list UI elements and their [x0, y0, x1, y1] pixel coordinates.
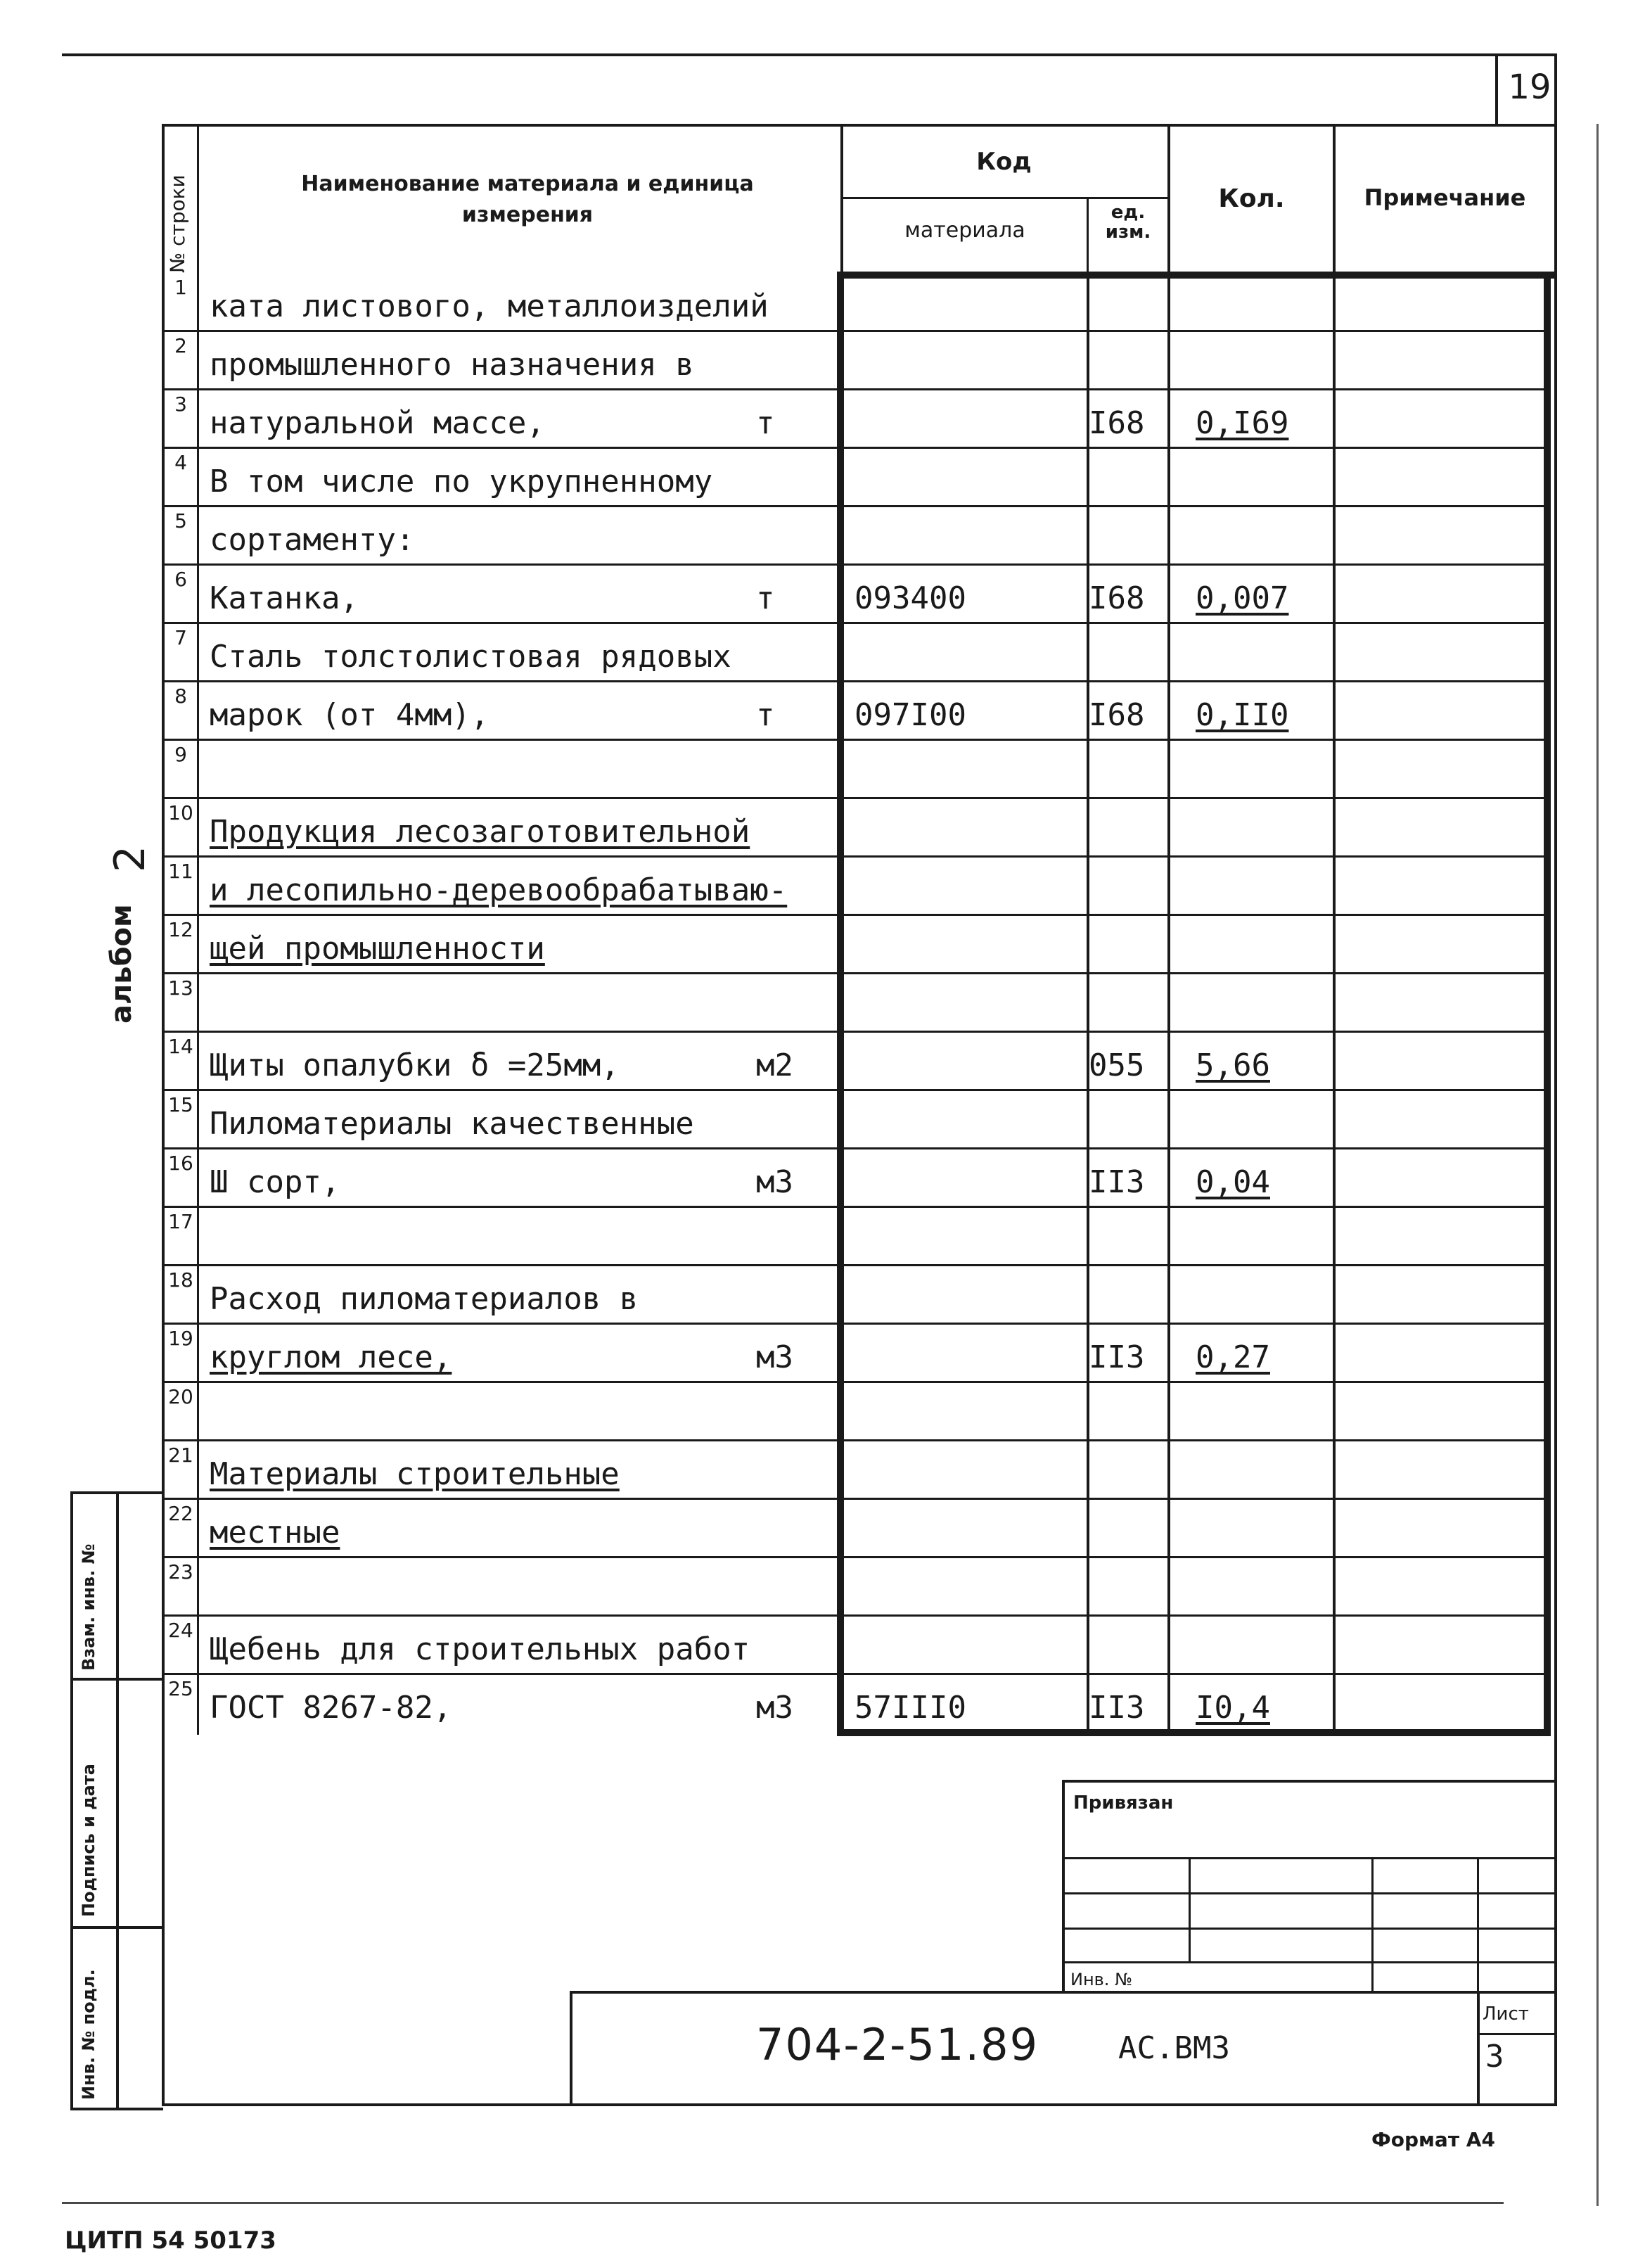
- material-name: В том числе по укрупненному: [210, 464, 713, 499]
- unit-label: [756, 797, 812, 855]
- material-code: [854, 1439, 1065, 1498]
- table-row: [0, 1206, 1645, 1264]
- row-number: 6: [174, 568, 187, 591]
- table-row: [0, 1031, 1645, 1089]
- material-name: [210, 1381, 843, 1439]
- material-name: сортаменту:: [210, 522, 415, 558]
- material-code: [854, 855, 1065, 914]
- stamp-vzam: Взам. инв. №: [79, 1543, 98, 1671]
- table-row: [0, 855, 1645, 914]
- unit-code: II3: [1089, 1164, 1145, 1200]
- unit-code: [1089, 914, 1156, 972]
- row-number: 3: [174, 393, 187, 416]
- table-row: [0, 1439, 1645, 1498]
- row-number: 9: [174, 743, 187, 766]
- row-number: 17: [168, 1210, 193, 1233]
- material-name: ката листового, металлоизделий: [210, 288, 769, 324]
- table-row: [0, 563, 1645, 622]
- quantity: [1196, 1381, 1322, 1439]
- row-number: 24: [168, 1619, 193, 1642]
- unit-label: [756, 1206, 812, 1264]
- header-name: Наименование материала и единица измерения: [301, 172, 754, 227]
- quantity: [1196, 972, 1322, 1031]
- material-code: [854, 739, 1065, 797]
- row-number: 4: [174, 451, 187, 474]
- unit-code: [1089, 447, 1156, 505]
- material-code: [854, 914, 1065, 972]
- unit-code: [1089, 1498, 1156, 1556]
- quantity: [1196, 330, 1322, 388]
- quantity: 0,04: [1196, 1164, 1270, 1200]
- album-number: 2: [105, 845, 155, 872]
- unit-code: 055: [1089, 1047, 1145, 1083]
- table-row: [0, 739, 1645, 797]
- material-code: [854, 505, 1065, 563]
- unit-code: [1089, 797, 1156, 855]
- quantity: [1196, 622, 1322, 680]
- unit-code: [1089, 855, 1156, 914]
- row-number: 20: [168, 1385, 193, 1408]
- unit-label: [756, 330, 812, 388]
- material-code: [854, 1147, 1065, 1206]
- row-number: 16: [168, 1152, 193, 1175]
- table-row: [0, 1323, 1645, 1381]
- table-row: [0, 505, 1645, 563]
- header-note: Примечание: [1364, 184, 1526, 211]
- row-number: 13: [168, 976, 193, 1000]
- material-code: [854, 1323, 1065, 1381]
- unit-label: [756, 1614, 812, 1673]
- table-row: [0, 1089, 1645, 1147]
- unit-label: [756, 855, 812, 914]
- unit-label: [756, 1089, 812, 1147]
- material-code: [854, 1498, 1065, 1556]
- quantity: [1196, 1264, 1322, 1323]
- material-code: [854, 1206, 1065, 1264]
- table-row: [0, 680, 1645, 739]
- row-number: 7: [174, 626, 187, 649]
- unit-code: II3: [1089, 1339, 1145, 1375]
- table-row: [0, 1381, 1645, 1439]
- row-number: 1: [174, 276, 187, 299]
- material-name: [210, 1206, 843, 1264]
- table-row: [0, 972, 1645, 1031]
- unit-code: [1089, 330, 1156, 388]
- material-code: [854, 622, 1065, 680]
- material-code: 097I00: [854, 697, 966, 733]
- unit-label: [756, 1381, 812, 1439]
- unit-label: м3: [756, 1690, 793, 1726]
- material-code: [854, 272, 1065, 330]
- unit-code: [1089, 972, 1156, 1031]
- unit-label: [756, 622, 812, 680]
- row-number: 2: [174, 334, 187, 357]
- unit-label: [756, 272, 812, 330]
- material-name: Щиты опалубки δ =25мм,: [210, 1047, 620, 1083]
- unit-label: [756, 914, 812, 972]
- unit-code: [1089, 1381, 1156, 1439]
- row-number: 10: [168, 801, 193, 824]
- material-name: Щебень для строительных работ: [210, 1631, 750, 1667]
- material-code: [854, 1089, 1065, 1147]
- quantity: [1196, 1556, 1322, 1614]
- header-unit-code: ед. изм.: [1105, 202, 1151, 243]
- row-number: 15: [168, 1093, 193, 1116]
- quantity: [1196, 447, 1322, 505]
- unit-code: I68: [1089, 580, 1145, 616]
- quantity: [1196, 1439, 1322, 1498]
- row-number: 22: [168, 1502, 193, 1525]
- unit-code: [1089, 1439, 1156, 1498]
- table-row: [0, 914, 1645, 972]
- material-code: [854, 1031, 1065, 1089]
- material-code: [854, 1264, 1065, 1323]
- quantity: [1196, 739, 1322, 797]
- material-name: щей промышленности: [210, 931, 545, 967]
- stamp-podpis: Подпись и дата: [79, 1764, 98, 1917]
- material-name: Продукция лесозаготовительной: [210, 814, 750, 850]
- material-name: Ш сорт,: [210, 1164, 340, 1200]
- unit-label: т: [756, 580, 775, 616]
- doc-code: 704-2-51.89: [756, 2019, 1039, 2070]
- unit-label: [756, 1498, 812, 1556]
- row-number: 25: [168, 1677, 193, 1700]
- row-number: 14: [168, 1035, 193, 1058]
- material-code: [854, 1381, 1065, 1439]
- privyazan-label: Привязан: [1073, 1792, 1174, 1814]
- quantity: [1196, 1498, 1322, 1556]
- unit-label: м2: [756, 1047, 793, 1083]
- quantity: 0,II0: [1196, 697, 1289, 733]
- unit-code: [1089, 739, 1156, 797]
- table-row: [0, 1498, 1645, 1556]
- header-code: Код: [976, 148, 1032, 176]
- album-label: альбом: [105, 904, 138, 1024]
- material-code: [854, 388, 1065, 447]
- material-name: натуральной массе,: [210, 405, 545, 441]
- unit-label: [756, 739, 812, 797]
- quantity: [1196, 914, 1322, 972]
- unit-label: т: [756, 697, 775, 733]
- quantity: [1196, 855, 1322, 914]
- header-qty: Кол.: [1218, 184, 1285, 213]
- unit-code: I68: [1089, 405, 1145, 441]
- quantity: [1196, 505, 1322, 563]
- material-name: Пиломатериалы качественные: [210, 1106, 694, 1142]
- material-name: местные: [210, 1515, 340, 1550]
- top-border-line: [62, 53, 1557, 56]
- material-code: [854, 972, 1065, 1031]
- table-row: [0, 272, 1645, 330]
- format-label: Формат А4: [1371, 2128, 1495, 2151]
- unit-label: [756, 1439, 812, 1498]
- unit-code: I68: [1089, 697, 1145, 733]
- row-number: 19: [168, 1327, 193, 1350]
- row-number: 23: [168, 1560, 193, 1584]
- unit-code: [1089, 505, 1156, 563]
- material-name: Расход пиломатериалов в: [210, 1281, 639, 1317]
- unit-code: [1089, 1556, 1156, 1614]
- sheet-label: Лист: [1483, 2003, 1529, 2025]
- quantity: I0,4: [1196, 1690, 1270, 1726]
- material-code: 57III0: [854, 1690, 966, 1726]
- quantity: [1196, 1614, 1322, 1673]
- material-name: Материалы строительные: [210, 1456, 620, 1492]
- unit-label: [756, 505, 812, 563]
- quantity: 0,27: [1196, 1339, 1270, 1375]
- unit-label: м3: [756, 1164, 793, 1200]
- material-name: [210, 739, 843, 797]
- quantity: [1196, 797, 1322, 855]
- unit-label: м3: [756, 1339, 793, 1375]
- quantity: [1196, 272, 1322, 330]
- quantity: 5,66: [1196, 1047, 1270, 1083]
- unit-code: II3: [1089, 1690, 1145, 1726]
- header-row-no: № строки: [166, 174, 189, 273]
- material-name: марок (от 4мм),: [210, 697, 489, 733]
- unit-label: т: [756, 405, 775, 441]
- quantity: [1196, 1206, 1322, 1264]
- table-row: [0, 797, 1645, 855]
- material-code: [854, 1614, 1065, 1673]
- quantity: [1196, 1089, 1322, 1147]
- material-code: [854, 1556, 1065, 1614]
- material-name: [210, 1556, 843, 1614]
- unit-label: [756, 972, 812, 1031]
- table-row: [0, 1673, 1645, 1731]
- table-row: [0, 622, 1645, 680]
- row-number: 8: [174, 684, 187, 708]
- unit-code: [1089, 1614, 1156, 1673]
- table-row: [0, 1264, 1645, 1323]
- material-code: [854, 797, 1065, 855]
- table-row: [0, 388, 1645, 447]
- unit-code: [1089, 1264, 1156, 1323]
- material-name: промышленного назначения в: [210, 347, 694, 383]
- table-row: [0, 1147, 1645, 1206]
- page-number: 19: [1508, 68, 1551, 107]
- material-name: и лесопильно-деревообрабатываю-: [210, 872, 788, 908]
- material-code: [854, 447, 1065, 505]
- unit-label: [756, 1556, 812, 1614]
- unit-label: [756, 1264, 812, 1323]
- header-material-code: материала: [904, 218, 1025, 243]
- unit-code: [1089, 1089, 1156, 1147]
- inv-no-label: Инв. №: [1070, 1970, 1133, 1989]
- row-number: 5: [174, 509, 187, 533]
- material-name: [210, 972, 843, 1031]
- material-name: Катанка,: [210, 580, 359, 616]
- table-row: [0, 330, 1645, 388]
- unit-code: [1089, 622, 1156, 680]
- table-row: [0, 1614, 1645, 1673]
- row-number: 18: [168, 1268, 193, 1292]
- row-number: 12: [168, 918, 193, 941]
- doc-suffix: АС.ВМ3: [1118, 2030, 1230, 2066]
- stamp-inv-podl: Инв. № подл.: [79, 1969, 98, 2100]
- quantity: 0,I69: [1196, 405, 1289, 441]
- sheet-number: 3: [1485, 2039, 1504, 2075]
- unit-code: [1089, 272, 1156, 330]
- material-code: [854, 330, 1065, 388]
- material-name: Сталь толстолистовая рядовых: [210, 639, 731, 675]
- row-number: 11: [168, 860, 193, 883]
- material-code: 093400: [854, 580, 966, 616]
- table-row: [0, 1556, 1645, 1614]
- table-row: [0, 447, 1645, 505]
- row-number: 21: [168, 1444, 193, 1467]
- quantity: 0,007: [1196, 580, 1289, 616]
- unit-label: [756, 447, 812, 505]
- footer-code: ЦИТП 54 50173: [65, 2226, 276, 2255]
- unit-code: [1089, 1206, 1156, 1264]
- material-name: круглом лесе,: [210, 1339, 452, 1375]
- material-name: ГОСТ 8267-82,: [210, 1690, 452, 1726]
